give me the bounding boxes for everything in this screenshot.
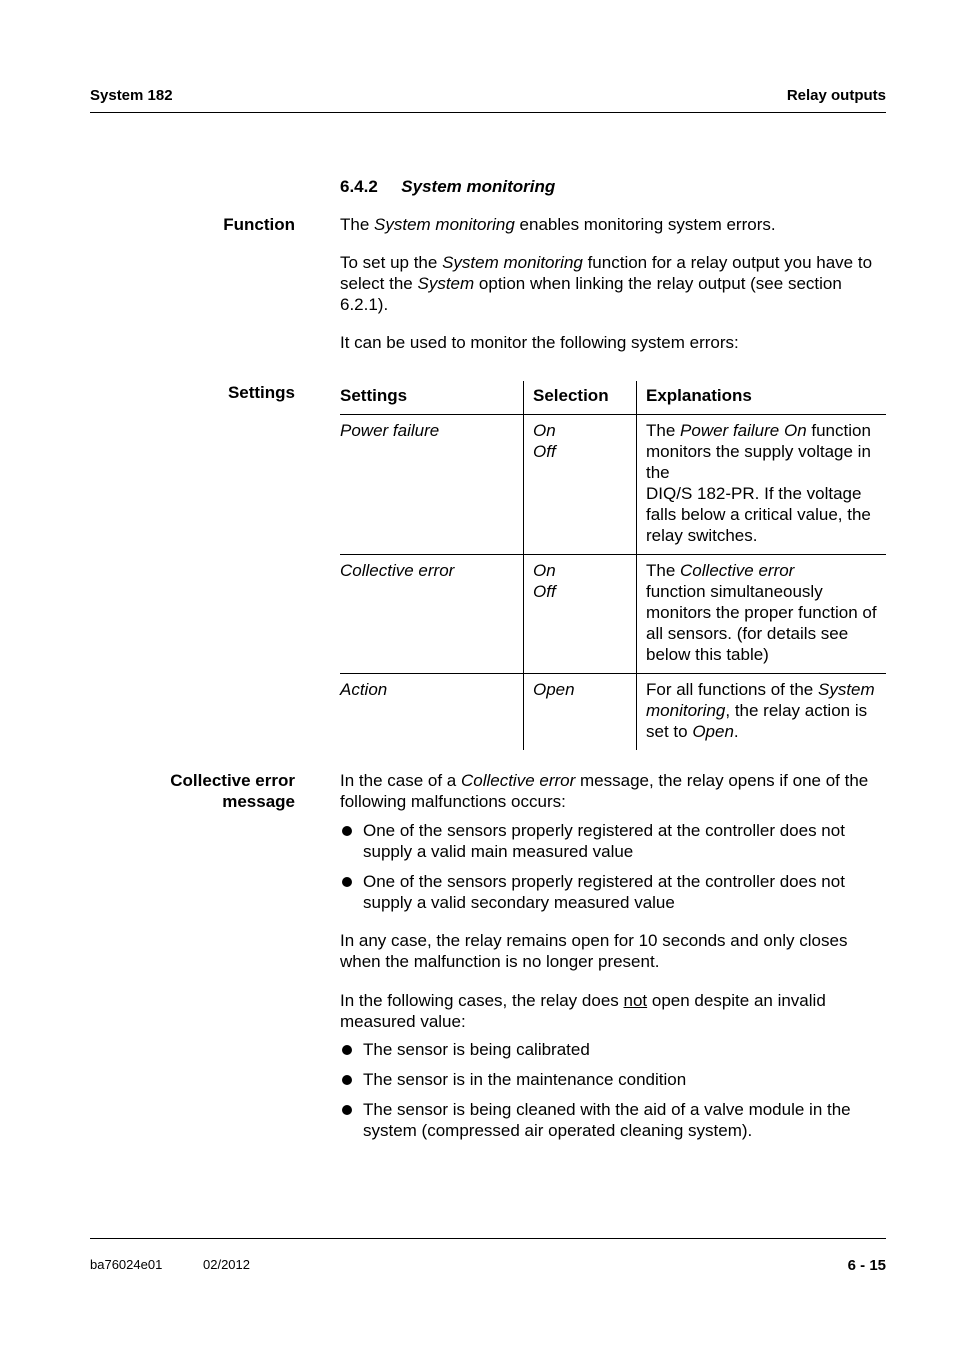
table-row — [340, 415, 886, 555]
col-header-explanations: Explanations — [637, 381, 887, 415]
collective-error-label: Collective error message — [170, 771, 295, 811]
function-paragraph-3: It can be used to monitor the following system errors: — [340, 333, 739, 352]
bullet-icon — [342, 1075, 352, 1085]
col-header-settings: Settings — [340, 386, 408, 405]
list-item: The sensor is in the maintenance condition — [340, 1069, 886, 1090]
selection-value: Open — [533, 680, 575, 699]
header-rule — [90, 112, 886, 113]
function-text — [340, 214, 886, 353]
explanation: For all functions of the System monitoring, the relay action is set to Open. — [637, 674, 887, 751]
footer-doc-id: ba76024e01 — [90, 1257, 163, 1272]
list-item: The sensor is being calibrated — [340, 1039, 886, 1060]
setting-name: Collective error — [340, 561, 455, 580]
collective-paragraph-1: In the case of a Collective error message, the relay opens if one of the following malfunctions occurs: — [340, 771, 869, 811]
section-title: System monitoring — [401, 177, 556, 196]
col-header-selection: Selection — [524, 381, 637, 415]
setting-name: Action — [340, 680, 388, 699]
function-paragraph-1: The System monitoring enables monitoring system errors. — [340, 215, 776, 234]
bullet-icon — [342, 877, 352, 887]
explanation: The Power failure On function monitors the supply voltage in the DIQ/S 182-PR. If the voltage falls below a critical value, the relay switches. — [637, 415, 887, 555]
settings-table — [340, 381, 886, 750]
list-item: One of the sensors properly registered at the controller does not supply a valid secondary measured value — [340, 871, 886, 913]
collective-paragraph-3: In the following cases, the relay does not open despite an invalid measured value: — [340, 991, 826, 1031]
list-item: The sensor is being cleaned with the aid of a valve module in the system (compressed air operated cleaning system). — [340, 1099, 886, 1141]
malfunction-list — [340, 820, 886, 913]
section-heading — [340, 177, 555, 197]
exception-list — [340, 1039, 886, 1141]
table-row — [340, 674, 886, 751]
collective-paragraph-2: In any case, the relay remains open for 10 seconds and only closes when the malfunction is no longer present. — [340, 931, 848, 971]
selection-value: Off — [533, 582, 556, 601]
function-label: Function — [223, 215, 295, 234]
setting-name: Power failure — [340, 421, 440, 440]
table-row — [340, 555, 886, 674]
selection-value: On — [533, 561, 556, 580]
bullet-icon — [342, 1045, 352, 1055]
explanation: The Collective error function simultaneously monitors the proper function of all sensors. (for details see below this table) — [637, 555, 887, 674]
bullet-icon — [342, 1105, 352, 1115]
table-header-row — [340, 381, 886, 415]
footer-date: 02/2012 — [203, 1257, 250, 1272]
selection-value: Off — [533, 442, 556, 461]
selection-value: On — [533, 421, 556, 440]
list-item: One of the sensors properly registered at the controller does not supply a valid main measured value — [340, 820, 886, 862]
header-left: System 182 — [90, 87, 173, 104]
section-number: 6.4.2 — [340, 177, 378, 196]
page-number: 6 - 15 — [847, 1257, 886, 1274]
function-paragraph-2: To set up the System monitoring function for a relay output you have to select the System option when linking the relay output (see section 6.2.1). — [340, 253, 873, 314]
bullet-icon — [342, 826, 352, 836]
settings-label: Settings — [227, 383, 295, 402]
header-right: Relay outputs — [786, 87, 886, 104]
footer-rule — [90, 1238, 886, 1239]
